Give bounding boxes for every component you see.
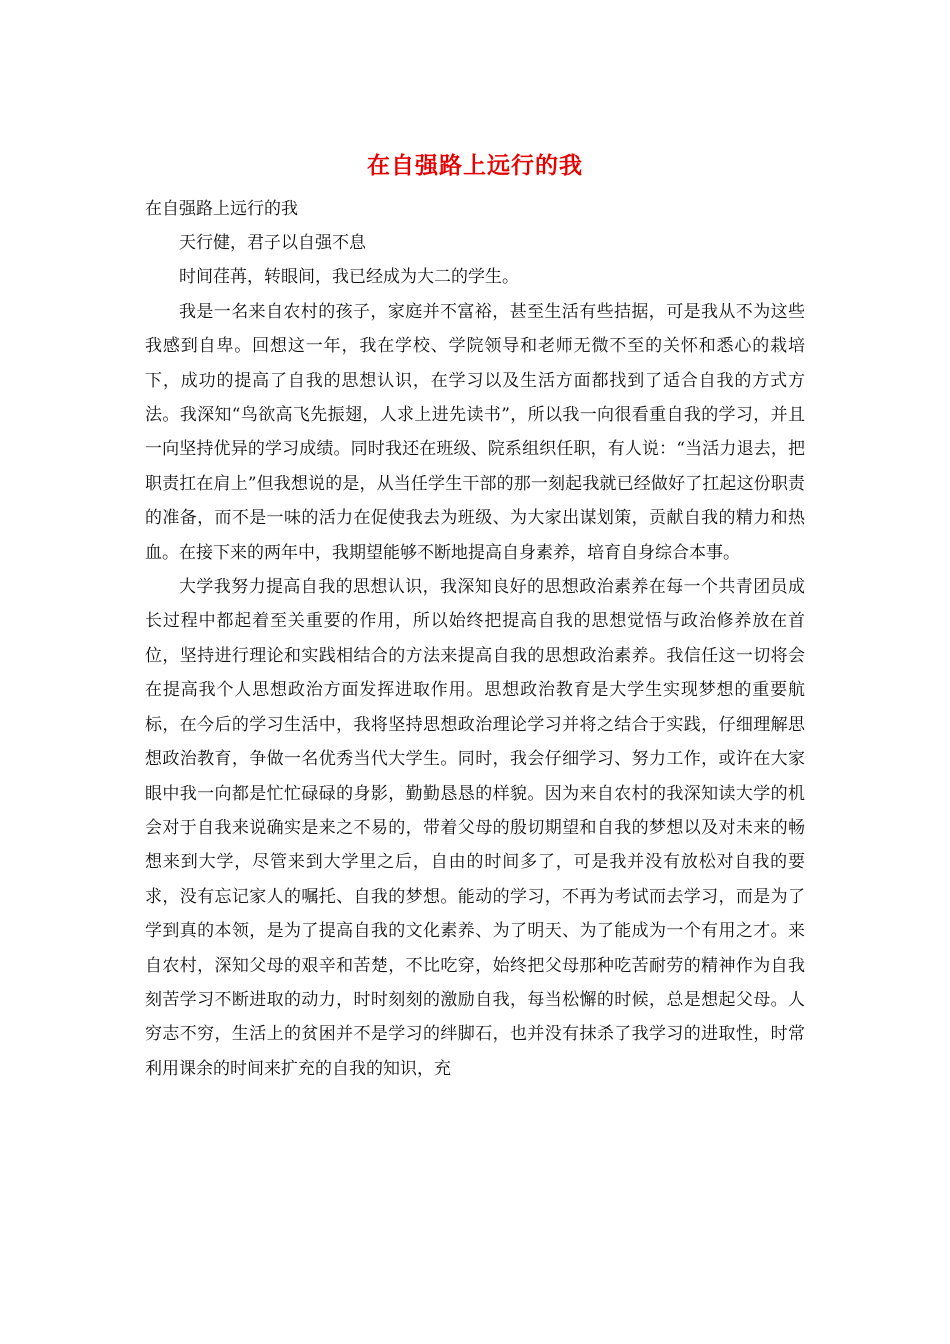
paragraph-motto: 天行健，君子以自强不息 <box>179 233 366 253</box>
paragraph-ideology: 大学我努力提高自我的思想认识，我深知良好的思想政治素养在每一个共青团员成长过程中都起着至关重要的作用，所以始终把提高自我的思想觉悟与政治修养放在首位，坚持进行理论和实践相结合的方法来提高自我的思想政治素养。我信任这一切将会在提高我个人思想政治方面发挥进取作用。思想政治教育是大学生实现梦想的重要航标，在今后的学习生活中，我将坚持思想政治理论学习并将之结合于实践，仔细理解思想政治教育，争做一名优秀当代大学生。同时，我会仔细学习、努力工作，或许在大家眼中我一向都是忙忙碌碌的身影，勤勤恳恳的样貌。因为来自农村的我深知读大学的机会对于自我来说确实是来之不易的，带着父母的殷切期望和自我的梦想以及对未来的畅想来到大学，尽管来到大学里之后，自由的时间多了，可是我并没有放松对自我的要求，没有忘记家人的嘱托、自我的梦想。能动的学习，不再为考试而去学习，而是为了学到真的本领，是为了提高自我的文化素养、为了明天、为了能成为一个有用之才。来自农村，深知父母的艰辛和苦楚，不比吃穿，始终把父母那种吃苦耐劳的精神作为自我刻苦学习不断进取的动力，时时刻刻的激励自我，每当松懈的时候，总是想起父母。人穷志不穷，生活上的贫困并不是学习的绊脚石，也并没有抹杀了我学习的进取性，时常利用课余的时间来扩充的自我的知识，充 <box>145 577 805 1079</box>
document-title: 在自强路上远行的我 <box>367 152 583 179</box>
document-page <box>145 150 805 1086</box>
paragraph-intro: 时间荏苒，转眼间，我已经成为大二的学生。 <box>179 267 519 288</box>
paragraph-background: 我是一名来自农村的孩子，家庭并不富裕，甚至生活有些拮据，可是我从不为这些我感到自卑。回想这一年，我在学校、学院领导和老师无微不至的关怀和悉心的栽培下，成功的提高了自我的思想认识，在学习以及生活方面都找到了适合自我的方式方法。我深知“鸟欲高飞先振翅，人求上进先读书”，所以我一向很看重自我的学习，并且一向坚持优异的学习成绩。同时我还在班级、院系组织任职，有人说：“当活力退去，把职责扛在肩上”但我想说的是，从当任学生干部的那一刻起我就已经做好了扛起这份职责的准备，而不是一味的活力在促使我去为班级、为大家出谋划策，贡献自我的精力和热血。在接下来的两年中，我期望能够不断地提高自身素养，培育自身综合本事。 <box>145 301 805 563</box>
document-subtitle: 在自强路上远行的我 <box>145 199 298 219</box>
